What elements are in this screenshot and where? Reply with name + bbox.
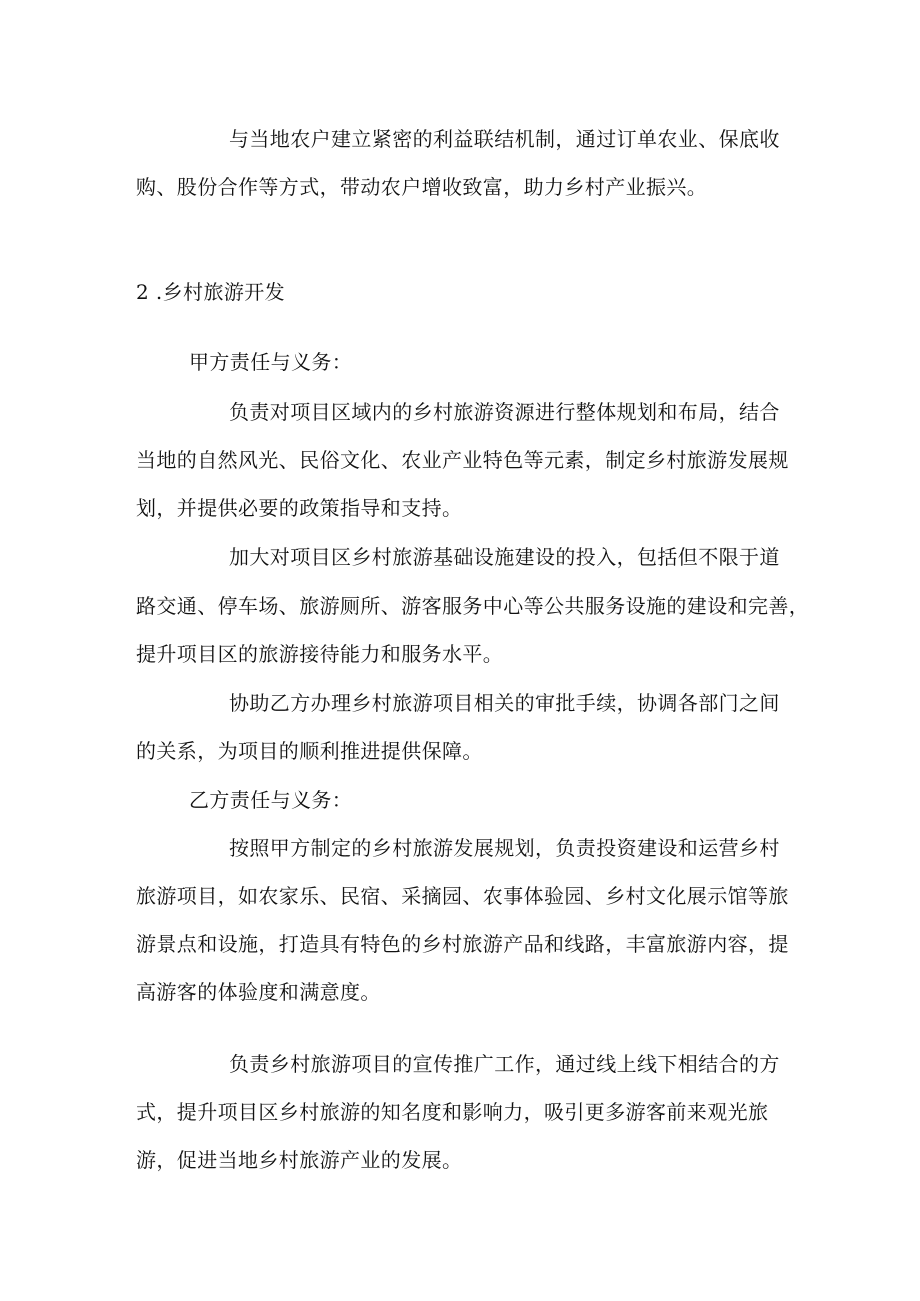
paragraph-line: 式，提升项目区乡村旅游的知名度和影响力，吸引更多游客前来观光旅 (136, 1100, 769, 1124)
party-a-heading: 甲方责任与义务： (189, 350, 353, 374)
paragraph-line: 协助乙方办理乡村旅游项目相关的审批手续，协调各部门之间 (229, 691, 780, 715)
paragraph-line: 负责对项目区域内的乡村旅游资源进行整体规划和布局，结合 (229, 400, 780, 424)
paragraph-line: 与当地农户建立紧密的利益联结机制，通过订单农业、保底收 (229, 127, 780, 151)
paragraph-line: 按照甲方制定的乡村旅游发展规划，负责投资建设和运营乡村 (229, 836, 780, 860)
paragraph-line: 路交通、停车场、旅游厕所、游客服务中心等公共服务设施的建设和完善， (136, 594, 810, 618)
paragraph-line: 高游客的体验度和满意度。 (136, 980, 381, 1004)
paragraph-line: 当地的自然风光、民俗文化、农业产业特色等元素，制定乡村旅游发展规 (136, 448, 789, 472)
paragraph-line: 游景点和设施，打造具有特色的乡村旅游产品和线路，丰富旅游内容，提 (136, 932, 789, 956)
paragraph-line: 划，并提供必要的政策指导和支持。 (136, 496, 463, 520)
paragraph-line: 提升项目区的旅游接待能力和服务水平。 (136, 642, 504, 666)
paragraph-line: 游，促进当地乡村旅游产业的发展。 (136, 1148, 463, 1172)
section-heading: 2 .乡村旅游开发 (136, 280, 286, 304)
paragraph-line: 购、股份合作等方式，带动农户增收致富，助力乡村产业振兴。 (136, 175, 708, 199)
paragraph-line: 加大对项目区乡村旅游基础设施建设的投入，包括但不限于道 (229, 545, 780, 569)
paragraph-line: 的关系，为项目的顺利推进提供保障。 (136, 739, 483, 763)
party-b-heading: 乙方责任与义务： (189, 788, 353, 812)
paragraph-line: 负责乡村旅游项目的宣传推广工作，通过线上线下相结合的方 (229, 1052, 780, 1076)
paragraph-line: 旅游项目，如农家乐、民宿、采摘园、农事体验园、乡村文化展示馆等旅 (136, 884, 789, 908)
